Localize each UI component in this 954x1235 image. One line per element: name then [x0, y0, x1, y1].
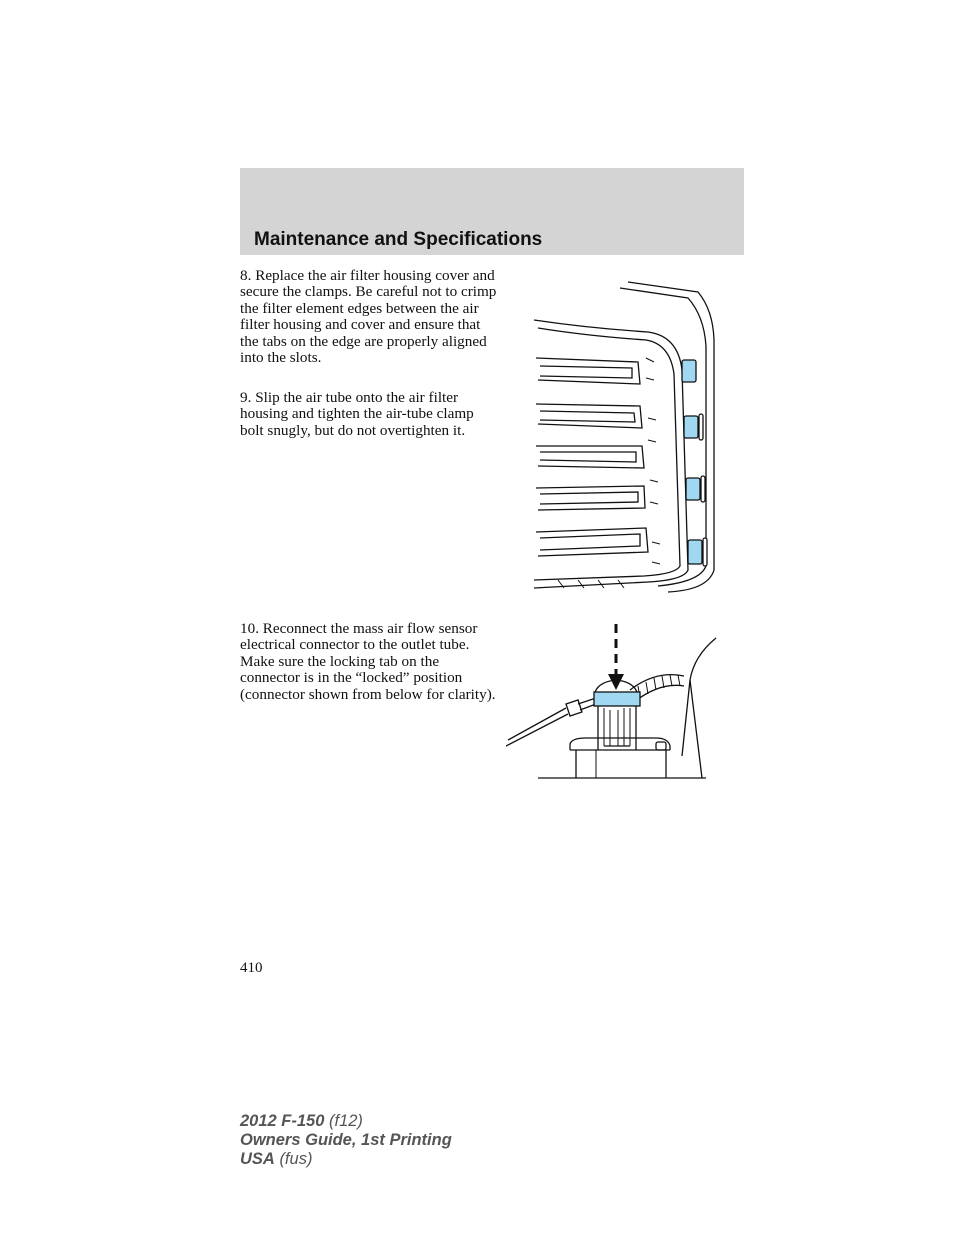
footer-line-1: 2012 F-150 (f12)	[240, 1112, 363, 1130]
section-title: Maintenance and Specifications	[254, 229, 543, 250]
footer-line-3: USA (fus)	[240, 1150, 313, 1168]
connector-body	[594, 680, 640, 750]
document-footer	[240, 1112, 452, 1169]
locking-tab	[594, 692, 640, 706]
step-8-text: 8. Replace the air filter housing cover and secure the clamps. Be careful not to crimp the filter element edges between the air filter housing and cover and ensure that the tabs on the edge are properly aligned into the slots.	[240, 267, 497, 367]
section-header-band	[240, 168, 744, 255]
step-10-text: 10. Reconnect the mass air flow sensor electrical connector to the outlet tube. Make sure the locking tab on the connector is in the “locked” position (connector shown from below for clarity).	[240, 620, 496, 703]
housing-slots	[536, 358, 648, 556]
step-9-text: 9. Slip the air tube onto the air filter housing and tighten the air-tube clamp bolt snugly, but do not overtighten it.	[240, 389, 474, 439]
maf-connector-illustration	[506, 620, 724, 782]
page-number: 410	[240, 960, 263, 976]
air-filter-housing-illustration	[528, 280, 724, 598]
footer-line-2: Owners Guide, 1st Printing	[240, 1131, 452, 1149]
